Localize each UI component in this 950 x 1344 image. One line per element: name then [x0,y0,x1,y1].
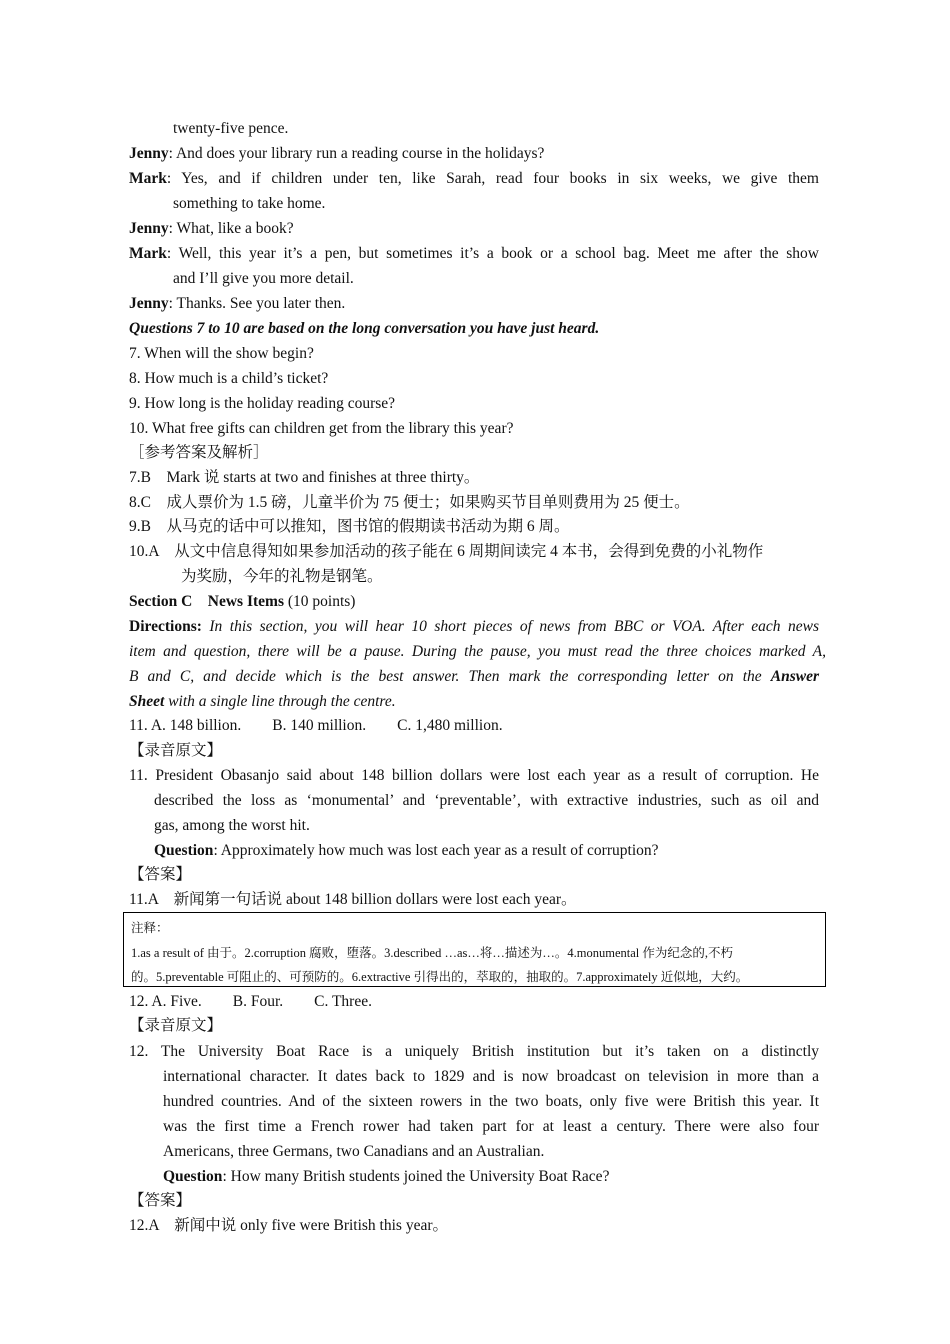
directions-label: Directions: [129,618,202,635]
transcript-line: 11. President Obasanjo said about 148 billion dollars were lost each year as a result of corruption. He [129,767,819,784]
directions-line [129,667,819,687]
directions-text: item and question, there will be a pause. During the pause, you must read the three choices marked A, [129,643,826,660]
question-label: Question [163,1168,223,1185]
transcript-heading: 【录音原文】 [129,742,223,759]
transcript-line: was the first time a French rower had taken part for at least a century. There were also four [163,1118,819,1135]
questions-heading: Questions 7 to 10 are based on the long conversation you have just heard. [129,320,600,337]
answer-heading: 【答案】 [129,866,192,883]
transcript-line: Americans, three Germans, two Canadians and an Australian. [163,1143,545,1160]
section-c-title [129,592,355,612]
transcript-line: gas, among the worst hit. [154,817,310,834]
speaker-name: Jenny [129,295,169,312]
dialogue-line [129,244,819,264]
question-10: 10. What free gifts can children get from the library this year? [129,420,514,437]
section-c-name: Section C News Items [129,593,284,610]
answer-sheet-word: Answer [770,668,820,685]
directions-line [129,617,819,637]
transcript-line: described the loss as ‘monumental’ and ‘preventable’, with extractive industries, such as oil and [154,792,819,809]
dialogue-line: and I’ll give you more detail. [173,270,354,287]
item-12-question [163,1167,609,1187]
dialogue-text: : Thanks. See you later then. [168,295,346,312]
item-11-question [154,841,659,861]
dialogue-text: : What, like a book? [168,220,294,237]
question-text: : How many British students joined the University Boat Race? [222,1168,610,1185]
notes-box [123,912,826,987]
directions-text: with a single line through the centre. [164,693,396,710]
speaker-name: Mark [129,245,167,262]
speaker-name: Mark [129,170,167,187]
dialogue-line [129,169,819,189]
answer-8: 8.C 成人票价为 1.5 磅，儿童半价为 75 便士；如果购买节目单则费用为 25 便士。 [129,494,690,511]
dialogue-line: something to take home. [173,195,326,212]
speaker-name: Jenny [129,220,169,237]
question-8: 8. How much is a child’s ticket? [129,370,329,387]
answer-9: 9.B 从马克的话中可以推知，图书馆的假期读书活动为期 6 周。 [129,518,570,535]
item-12-choices: 12. A. Five. B. Four. C. Three. [129,993,372,1010]
sheet-word: Sheet [129,693,165,710]
dialogue-text: : And does your library run a reading course in the holidays? [168,145,545,162]
question-text: : Approximately how much was lost each year as a result of corruption? [213,842,659,859]
directions-text: B and C, and decide which is the best answer. Then mark the corresponding letter on the [129,668,762,685]
answer-10: 10.A 从文中信息得知如果参加活动的孩子能在 6 周期间读完 4 本书，会得到免费的小礼物作 [129,543,764,560]
answer-12: 12.A 新闻中说 only five were British this year。 [129,1217,448,1234]
dialogue-line [129,219,294,239]
transcript-line: hundred countries. And of the sixteen rowers in the two boats, only five were British this year. It [163,1093,819,1110]
transcript-line: international character. It dates back to 1829 and is now broadcast on television in more than a [163,1068,819,1085]
directions-line [129,692,396,712]
answer-11: 11.A 新闻第一句话说 about 148 billion dollars were lost each year。 [129,891,577,908]
dialogue-text: : Yes, and if children under ten, like Sarah, read four books in six weeks, we give them [166,170,819,187]
answer-10-cont: 为奖励，今年的礼物是钢笔。 [181,568,383,585]
answer-heading: 【答案】 [129,1192,192,1209]
directions-text: In this section, you will hear 10 short pieces of news from BBC or VOA. After each news [201,618,819,635]
dialogue-line [129,294,345,314]
notes-line: 1.as a result of 由于。2.corruption 腐败，堕落。3.described …as…将…描述为…。4.monumental 作为纪念的,不朽 [131,946,734,960]
directions-line [129,642,826,662]
item-11-choices: 11. A. 148 billion. B. 140 million. C. 1,480 million. [129,717,503,734]
speaker-name: Jenny [129,145,169,162]
dialogue-line [129,144,544,164]
answers-heading: ［参考答案及解析］ [129,444,269,461]
transcript-heading: 【录音原文】 [129,1017,223,1034]
section-c-points: (10 points) [283,593,356,610]
answer-7: 7.B Mark 说 starts at two and finishes at three thirty。 [129,469,480,486]
question-7: 7. When will the show begin? [129,345,314,362]
dialogue-line: twenty-five pence. [173,120,289,137]
transcript-line: 12. The University Boat Race is a uniquely British institution but it’s taken on a distinctly [129,1043,819,1060]
question-9: 9. How long is the holiday reading course? [129,395,396,412]
notes-line: 的。5.preventable 可阻止的、可预防的。6.extractive 引得出的，萃取的，抽取的。7.approximately 近似地，大约。 [131,970,749,984]
notes-title: 注释： [131,921,169,935]
dialogue-text: : Well, this year it’s a pen, but sometimes it’s a book or a school bag. Meet me after the show [166,245,819,262]
question-label: Question [154,842,214,859]
